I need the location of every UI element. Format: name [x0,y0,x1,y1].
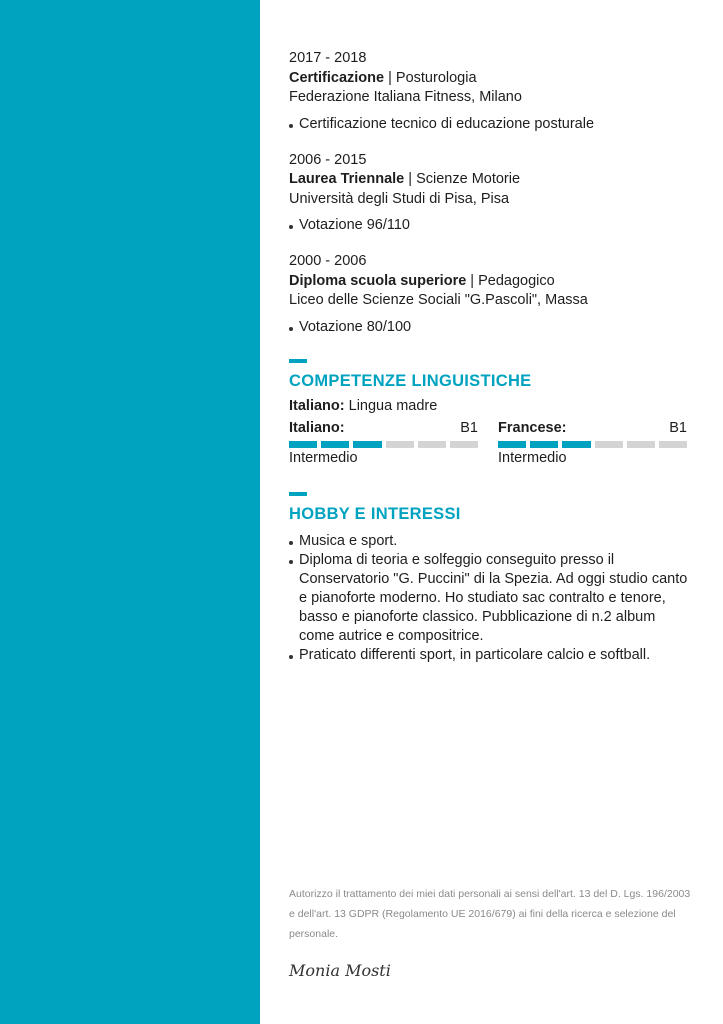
education-years: 2000 - 2006 [289,253,367,269]
privacy-consent: Autorizzo il trattamento dei miei dati personali ai sensi dell'art. 13 del D. Lgs. 196/2003 e dell'art. 13 GDPR (Regolamento UE 2016/679) ai fini della ricerca e selezione del personale. [289,888,691,940]
education-detail: Votazione 96/110 [289,216,689,235]
resume-main-column [289,49,689,665]
hobbies-heading: HOBBY E INTERESSI [289,504,461,523]
education-title: Certificazione | Posturologia [289,69,477,86]
section-accent-bar [289,359,307,363]
hobby-item: Diploma di teoria e solfeggio conseguito presso il Conservatorio "G. Puccini" di la Spezia. Ad oggi studio canto e pianoforte moderno. Ho studiato sac contralto e tenore, basso e pianoforte classico. Pubblicazione di n.2 album come autrice e compositrice. [289,551,689,646]
education-degree: Certificazione [289,69,385,86]
education-degree: Laurea Triennale [289,171,405,187]
education-detail: Certificazione tecnico di educazione posturale [289,115,689,134]
hobby-item: Praticato differenti sport, in particolare calcio e softball. [289,646,689,665]
language-description: Intermedio [498,449,567,466]
language-level: B1 [669,419,687,436]
level-segment [289,441,317,448]
native-language-value: Lingua madre [348,397,438,414]
native-language-label: Italiano: [289,397,345,414]
education-institution: Federazione Italiana Fitness, Milano [289,89,522,105]
signature: Monia Mosti [289,961,391,980]
level-segment [562,441,590,448]
education-years: 2006 - 2015 [289,151,367,168]
hobby-item: Musica e sport. [289,532,689,551]
level-segment [450,441,478,448]
level-segment [530,441,558,448]
education-field: Scienze Motorie [416,171,521,187]
education-institution: Liceo delle Scienze Sociali "G.Pascoli", Massa [289,292,588,308]
education-title: Laurea Triennale | Scienze Motorie [289,171,521,187]
education-title: Diploma scuola superiore | Pedagogico [289,272,555,289]
hobbies-list [289,532,689,665]
education-entry [289,49,689,134]
hobbies-section [289,492,689,665]
level-segment [353,441,381,448]
level-segment [627,441,655,448]
native-language [289,397,689,416]
language-levels [289,419,687,468]
level-segment [659,441,687,448]
language-name: Italiano: [289,419,345,436]
education-field: Posturologia [395,69,477,86]
language-item [498,419,687,468]
education-detail: Votazione 80/100 [289,318,689,337]
education-degree: Diploma scuola superiore [289,272,467,289]
education-field: Pedagogico [478,272,555,289]
languages-section [289,359,689,468]
language-description: Intermedio [289,449,358,466]
language-level-bar [289,441,478,448]
section-accent-bar [289,492,307,496]
education-institution: Università degli Studi di Pisa, Pisa [289,190,510,207]
languages-heading: COMPETENZE LINGUISTICHE [289,371,532,390]
education-years: 2017 - 2018 [289,50,367,66]
level-segment [595,441,623,448]
education-entry [289,252,689,337]
level-segment [321,441,349,448]
language-name: Francese: [498,419,567,436]
level-segment [498,441,526,448]
level-segment [418,441,446,448]
language-item [289,419,478,468]
level-segment [386,441,414,448]
sidebar-panel [0,0,260,1024]
language-level: B1 [460,419,478,436]
education-entry [289,151,689,236]
language-level-bar [498,441,687,448]
